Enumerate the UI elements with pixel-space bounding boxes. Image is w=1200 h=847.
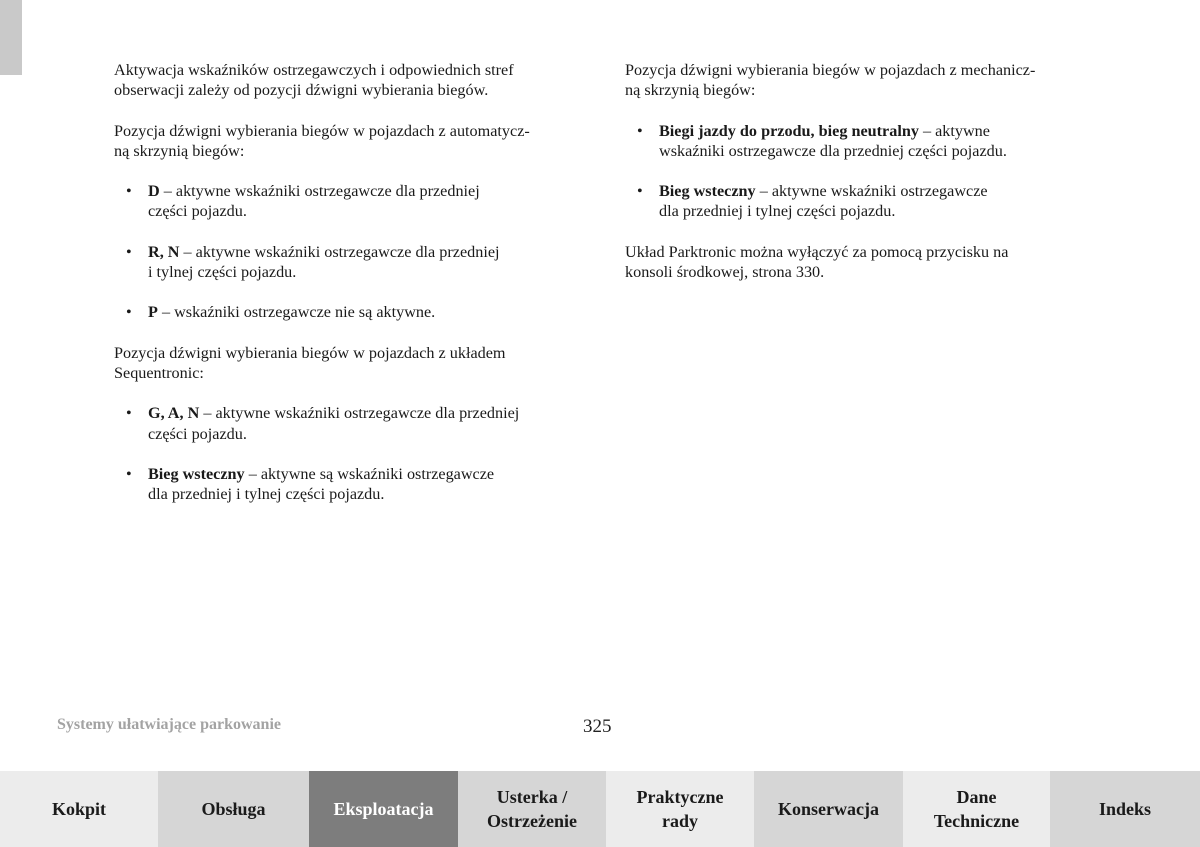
bullet-first-line: [148, 464, 576, 484]
tab-eksploatacja[interactable]: [309, 771, 458, 847]
bullet-icon: •: [126, 303, 132, 322]
tab-label: Obsługa: [201, 799, 266, 819]
list-item: [625, 121, 1087, 162]
gear-label: Bieg wsteczny: [659, 182, 756, 201]
bullet-first-line: [659, 181, 1087, 201]
bullet-continuation: części pojazdu.: [148, 202, 247, 221]
intro-line: obserwacji zależy od pozycji dźwigni wybierania biegów.: [114, 81, 489, 100]
section-title: Systemy ułatwiające parkowanie: [57, 716, 281, 733]
tab-indeks[interactable]: [1050, 771, 1200, 847]
automatic-heading: [114, 121, 576, 162]
sequentronic-heading-line: Pozycja dźwigni wybierania biegów w pojazdach z układem: [114, 343, 506, 362]
intro-paragraph: [114, 60, 576, 101]
tab-label: Dane Techniczne: [933, 787, 1020, 831]
closing-line: Układ Parktronic można wyłączyć za pomocą przycisku na: [625, 242, 1009, 261]
bullet-continuation: i tylnej części pojazdu.: [148, 263, 297, 282]
gear-label: Bieg wsteczny: [148, 464, 245, 483]
intro-line: Aktywacja wskaźników ostrzegawczych i odpowiednich stref: [114, 61, 514, 79]
sequentronic-gear-list: [114, 403, 576, 504]
tab-label: Kokpit: [51, 799, 107, 819]
gear-description: – aktywne wskaźniki ostrzegawcze: [755, 182, 988, 201]
bullet-first-line: [148, 242, 576, 262]
tab-konserwacja[interactable]: [754, 771, 903, 847]
automatic-gear-list: [114, 181, 576, 322]
bullet-first-line: [659, 121, 1087, 141]
list-item: [114, 181, 576, 222]
gear-description: – aktywne: [918, 121, 990, 140]
closing-line: konsoli środkowej, strona 330.: [625, 263, 825, 282]
chapter-nav: [0, 771, 1200, 847]
gear-label: Biegi jazdy do przodu, bieg neutralny: [659, 121, 919, 140]
page-number: 325: [583, 716, 612, 737]
bullet-icon: •: [637, 182, 643, 201]
automatic-heading-line: Pozycja dźwigni wybierania biegów w pojazdach z automatycz-: [114, 121, 530, 140]
tab-label: Usterka / Ostrzeżenie: [487, 787, 577, 831]
tab-dane-techniczne[interactable]: [903, 771, 1050, 847]
bullet-continuation: wskaźniki ostrzegawcze dla przedniej części pojazdu.: [659, 141, 1007, 160]
list-item: [114, 302, 576, 322]
right-column: [625, 60, 1087, 302]
tab-kokpit[interactable]: [0, 771, 158, 847]
gear-description: – wskaźniki ostrzegawcze nie są aktywne.: [157, 303, 436, 322]
automatic-heading-line: ną skrzynią biegów:: [114, 141, 245, 160]
gear-label: D: [148, 182, 160, 201]
gear-description: – aktywne są wskaźniki ostrzegawcze: [244, 464, 495, 483]
sequentronic-heading-line: Sequentronic:: [114, 363, 204, 382]
gear-description: – aktywne wskaźniki ostrzegawcze dla przedniej: [159, 182, 480, 201]
gear-description: – aktywne wskaźniki ostrzegawcze dla przedniej: [199, 404, 520, 423]
chapter-edge-marker: [0, 0, 22, 75]
bullet-icon: •: [126, 464, 132, 483]
gear-description: – aktywne wskaźniki ostrzegawcze dla przedniej: [179, 242, 500, 261]
bullet-icon: •: [126, 242, 132, 261]
list-item: [114, 403, 576, 444]
bullet-icon: •: [126, 182, 132, 201]
bullet-continuation: części pojazdu.: [148, 424, 247, 443]
tab-praktyczne-rady[interactable]: [606, 771, 754, 847]
manual-heading-line: ną skrzynią biegów:: [625, 81, 756, 100]
tab-obsluga[interactable]: [158, 771, 309, 847]
bullet-continuation: dla przedniej i tylnej części pojazdu.: [659, 202, 896, 221]
gear-label: G, A, N: [148, 404, 200, 423]
gear-label: P: [148, 303, 158, 322]
tab-label: Praktyczne rady: [636, 787, 724, 831]
list-item: [625, 181, 1087, 222]
bullet-first-line: [148, 181, 576, 201]
bullet-icon: •: [126, 404, 132, 423]
bullet-continuation: dla przedniej i tylnej części pojazdu.: [148, 485, 385, 504]
bullet-icon: •: [637, 121, 643, 140]
tab-label: Eksploatacja: [333, 799, 434, 819]
bullet-first-line: [148, 403, 576, 423]
left-column: [114, 60, 576, 524]
tab-usterka-ostrzezenie[interactable]: [458, 771, 606, 847]
manual-heading: [625, 60, 1087, 101]
manual-gear-list: [625, 121, 1087, 222]
list-item: [114, 464, 576, 505]
gear-label: R, N: [148, 242, 180, 261]
sequentronic-heading: [114, 343, 576, 384]
tab-label: Indeks: [1098, 799, 1152, 819]
list-item: [114, 242, 576, 283]
manual-heading-line: Pozycja dźwigni wybierania biegów w pojazdach z mechanicz-: [625, 61, 1036, 79]
parktronic-paragraph: [625, 242, 1087, 283]
tab-label: Konserwacja: [778, 799, 879, 819]
bullet-first-line: [148, 302, 576, 322]
